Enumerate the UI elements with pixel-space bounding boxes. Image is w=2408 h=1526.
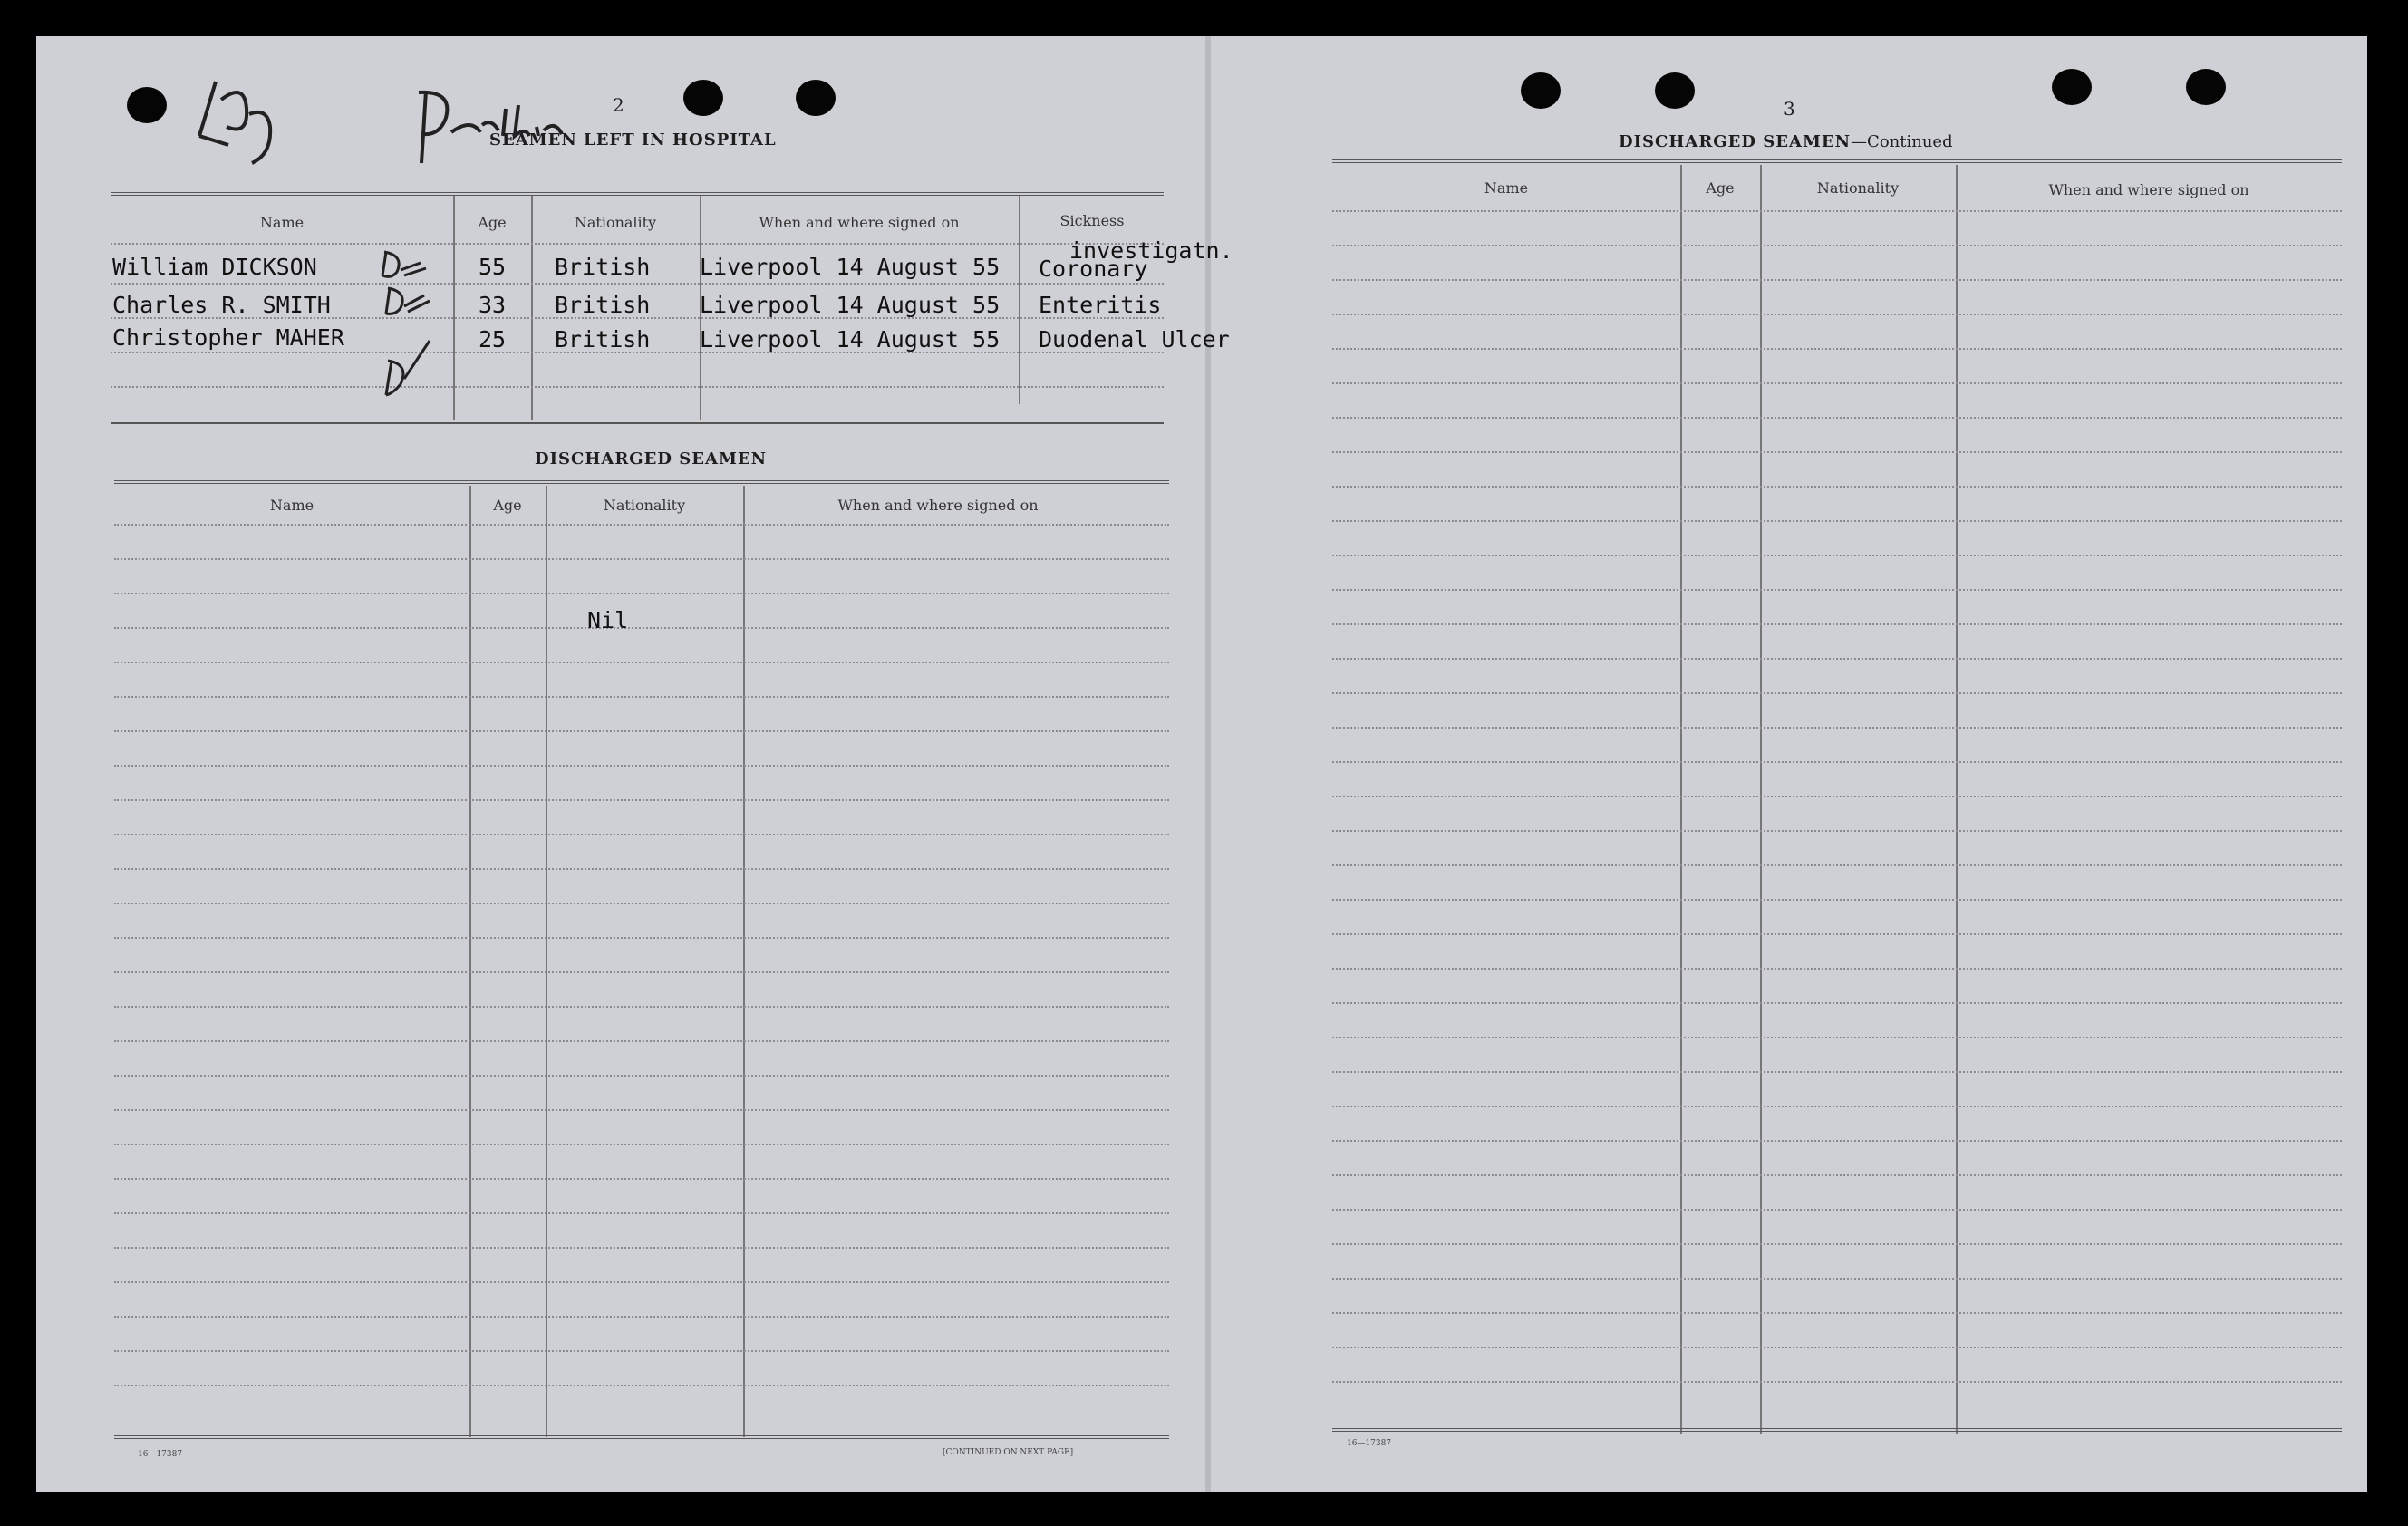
table-cell-signed-on: Liverpool 14 August 55: [700, 292, 1001, 318]
discharged-continued-title: [1619, 132, 1953, 151]
column-header-sickness: Sickness: [1059, 212, 1125, 229]
table-cell-sickness: Coronary: [1039, 256, 1148, 282]
right-page: [1214, 36, 2367, 1492]
column-header-age: Age: [1706, 179, 1735, 197]
continued-note: [CONTINUED ON NEXT PAGE]: [943, 1448, 1074, 1457]
table-row: William DICKSON: [112, 254, 317, 280]
table-cell-sickness: Enteritis: [1039, 292, 1162, 318]
table-cell-nationality: British: [555, 326, 651, 353]
page-number: 3: [1784, 98, 1795, 120]
form-number: 16—17387: [1347, 1439, 1392, 1448]
table-cell-age: 25: [479, 326, 507, 353]
table-cell-signed-on: Liverpool 14 August 55: [700, 326, 1001, 353]
table-cell-age: 33: [479, 292, 507, 318]
column-header-signed-on: When and where signed on: [837, 497, 1039, 514]
handwritten-d-marks: [373, 243, 437, 415]
table-cell-sickness: Duodenal Ulcer: [1039, 326, 1230, 353]
hospital-section-title: SEAMEN LEFT IN HOSPITAL: [489, 130, 777, 150]
page-number: 2: [613, 94, 624, 116]
column-header-nationality: Nationality: [603, 497, 686, 514]
table-cell-signed-on: Liverpool 14 August 55: [700, 254, 1001, 280]
column-header-name: Name: [259, 214, 305, 231]
table-cell-sickness-note: investigatn.: [1069, 237, 1233, 264]
left-page: [36, 36, 1233, 1492]
section-title-suffix: —Continued: [1851, 132, 1953, 151]
column-header-nationality: Nationality: [574, 214, 657, 231]
column-header-signed-on: When and where signed on: [2048, 181, 2249, 198]
table-cell-age: 55: [479, 254, 507, 280]
discharged-section-title: DISCHARGED SEAMEN: [535, 449, 768, 468]
column-header-age: Age: [493, 497, 522, 514]
column-header-name: Name: [269, 497, 314, 514]
table-row: Charles R. SMITH: [112, 292, 331, 318]
form-number: 16—17387: [138, 1450, 183, 1459]
table-cell-nationality: British: [555, 292, 651, 318]
discharged-table: [114, 480, 1169, 1450]
table-cell-nationality: British: [555, 254, 651, 280]
document-spread: [36, 36, 2367, 1492]
hospital-table: [111, 156, 1233, 430]
nil-entry: Nil: [587, 607, 629, 633]
column-header-name: Name: [1484, 179, 1529, 197]
table-row: Christopher MAHER: [112, 324, 344, 351]
column-header-nationality: Nationality: [1816, 179, 1900, 197]
discharged-continued-table: [1332, 159, 2342, 1437]
column-header-signed-on: When and where signed on: [759, 214, 960, 231]
column-header-age: Age: [478, 214, 507, 231]
section-title: DISCHARGED SEAMEN: [1619, 132, 1852, 151]
